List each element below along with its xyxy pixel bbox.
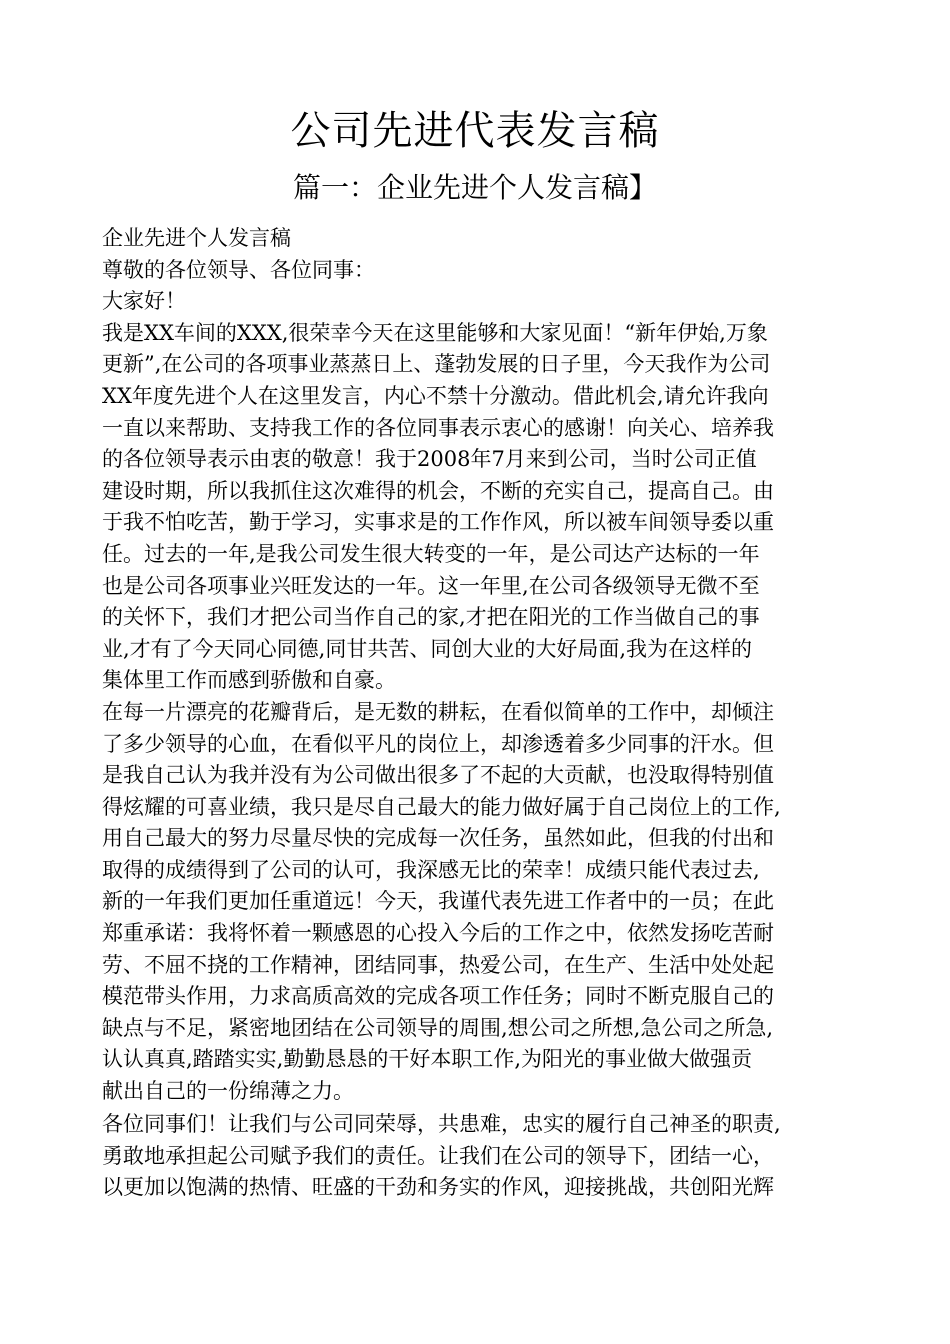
text-line: 大家好！	[102, 289, 186, 314]
text-line: 企业先进个人发言稿	[102, 226, 291, 250]
text-line: 在每一片漂亮的花瓣背后，是无数的耕耘，在看似简单的工作中，却倾注	[102, 699, 774, 724]
body-text-block-closing	[102, 1109, 862, 1204]
text-line: 尊敬的各位领导、各位同事：	[102, 257, 375, 282]
text-line: 新的一年我们更加任重道远！今天，我谨代表先进工作者中的一员；在此	[102, 889, 774, 914]
text-line: 劳、不屈不挠的工作精神，团结同事，热爱公司，在生产、生活中处处起	[102, 952, 774, 977]
text-line: 我是XX车间的XXX,很荣幸今天在这里能够和大家见面！“新年伊始,万象	[102, 320, 768, 345]
text-line: 一直以来帮助、支持我工作的各位同事表示衷心的感谢！向关心、培养我	[102, 415, 774, 440]
text-line: 也是公司各项事业兴旺发达的一年。这一年里,在公司各级领导无微不至	[102, 573, 760, 598]
document-title: 公司先进代表发言稿	[290, 108, 660, 154]
body-text-block	[102, 223, 862, 1108]
text-line: 认认真真,踏踏实实,勤勤恳恳的干好本职工作,为阳光的事业做大做强贡	[102, 1047, 753, 1072]
text-line: 取得的成绩得到了公司的认可，我深感无比的荣幸！成绩只能代表过去,	[102, 857, 760, 882]
text-line: XX年度先进个人在这里发言，内心不禁十分激动。借此机会,请允许我向	[102, 383, 769, 408]
text-line: 业,才有了今天同心同德,同甘共苦、同创大业的大好局面,我为在这样的	[102, 636, 753, 661]
text-line: 集体里工作而感到骄傲和自豪。	[102, 668, 396, 693]
text-line: 于我不怕吃苦，勤于学习，实事求是的工作作风，所以被车间领导委以重	[102, 510, 774, 535]
text-line: 以更加以饱满的热情、旺盛的干劲和务实的作风，迎接挑战，共创阳光辉	[102, 1175, 774, 1200]
text-line: 用自己最大的努力尽量尽快的完成每一次任务，虽然如此，但我的付出和	[102, 826, 774, 851]
text-line: 是我自己认为我并没有为公司做出很多了不起的大贡献，也没取得特别值	[102, 763, 774, 788]
text-line: 了多少领导的心血，在看似平凡的岗位上，却渗透着多少同事的汗水。但	[102, 731, 774, 756]
text-line: 缺点与不足，紧密地团结在公司领导的周围,想公司之所想,急公司之所急,	[102, 1015, 774, 1040]
text-line: 建设时期，所以我抓住这次难得的机会，不断的充实自己，提高自己。由	[102, 478, 774, 503]
text-line: 得炫耀的可喜业绩，我只是尽自己最大的能力做好属于自己岗位上的工作,	[102, 794, 781, 819]
text-line: 任。过去的一年,是我公司发生很大转变的一年，是公司达产达标的一年	[102, 541, 760, 566]
text-line: 献出自己的一份绵薄之力。	[102, 1079, 354, 1104]
text-line: 各位同事们！让我们与公司同荣辱，共患难，忠实的履行自己神圣的职责,	[102, 1112, 781, 1136]
document-subtitle: 篇一：企业先进个人发言稿】	[292, 171, 657, 204]
text-line: 郑重承诺：我将怀着一颗感恩的心投入今后的工作之中，依然发扬吃苦耐	[102, 921, 774, 946]
text-line: 的各位领导表示由衷的敬意！我于2008年7月来到公司，当时公司正值	[102, 447, 757, 472]
text-line: 勇敢地承担起公司赋予我们的责任。让我们在公司的领导下，团结一心，	[102, 1143, 774, 1168]
text-line: 的关怀下，我们才把公司当作自己的家,才把在阳光的工作当做自己的事	[102, 605, 760, 630]
text-line: 更新”,在公司的各项事业蒸蒸日上、蓬勃发展的日子里，今天我作为公司	[102, 352, 771, 377]
text-line: 模范带头作用，力求高质高效的完成各项工作任务；同时不断克服自己的	[102, 984, 774, 1009]
